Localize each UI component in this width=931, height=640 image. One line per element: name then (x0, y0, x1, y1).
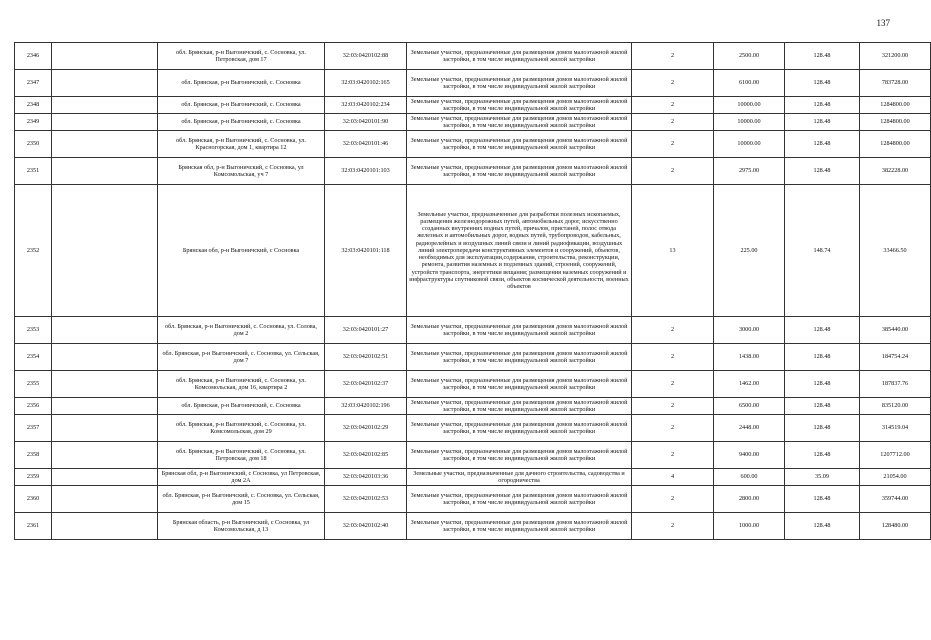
table-row (15, 317, 931, 344)
table-row (15, 43, 931, 70)
table-row (15, 70, 931, 97)
table-row (15, 442, 931, 469)
row-number: 2354 (15, 344, 52, 371)
specific-value-cell: 128.48 (785, 442, 860, 469)
cadastral-value-cell: 1207712.00 (860, 442, 931, 469)
area-cell: 3000.00 (714, 317, 785, 344)
area-cell: 1000.00 (714, 513, 785, 540)
cadastral-value-cell: 1284800.00 (860, 114, 931, 131)
area-cell: 6500.00 (714, 398, 785, 415)
land-use-cell: Земельные участки, предназначенные для размещения домов малоэтажной жилой застройки, в том числе индивидуальной жилой застройки (407, 344, 632, 371)
cadastral-value-cell: 359744.00 (860, 486, 931, 513)
land-use-cell: Земельные участки, предназначенные для размещения домов малоэтажной жилой застройки, в том числе индивидуальной жилой застройки (407, 131, 632, 158)
area-cell: 10000.00 (714, 131, 785, 158)
table-row (15, 513, 931, 540)
land-use-cell: Земельные участки, предназначенные для размещения домов малоэтажной жилой застройки, в том числе индивидуальной жилой застройки (407, 158, 632, 185)
table-row (15, 97, 931, 114)
cadastral-value-cell: 314519.04 (860, 415, 931, 442)
land-use-group-cell: 2 (632, 317, 714, 344)
area-cell: 10000.00 (714, 97, 785, 114)
area-cell: 1438.00 (714, 344, 785, 371)
specific-value-cell: 128.48 (785, 371, 860, 398)
land-use-cell: Земельные участки, предназначенные для размещения домов малоэтажной жилой застройки, в том числе индивидуальной жилой застройки (407, 97, 632, 114)
address-cell: обл. Брянская, р-н Выгоничский, с. Сосновка (158, 398, 325, 415)
table-row (15, 131, 931, 158)
address-cell: обл. Брянская, р-н Выгоничский, с. Сосновка, ул. Сельская, дом 15 (158, 486, 325, 513)
empty-cell (52, 486, 158, 513)
row-number: 2359 (15, 469, 52, 486)
empty-cell (52, 317, 158, 344)
empty-cell (52, 442, 158, 469)
land-use-group-cell: 13 (632, 185, 714, 317)
land-use-cell: Земельные участки, предназначенные для размещения домов малоэтажной жилой застройки, в том числе индивидуальной жилой застройки (407, 398, 632, 415)
cadastral-number-cell: 32:03:0420102:37 (325, 371, 407, 398)
specific-value-cell: 128.48 (785, 97, 860, 114)
specific-value-cell: 35.09 (785, 469, 860, 486)
cadastral-value-cell: 1284800.00 (860, 97, 931, 114)
address-cell: обл. Брянская, р-н Выгоничский, с. Сосновка, ул. Комсомольская, дом 16, квартира 2 (158, 371, 325, 398)
cadastral-number-cell: 32:03:0420101:46 (325, 131, 407, 158)
cadastral-number-cell: 32:03:0420102:85 (325, 442, 407, 469)
address-cell: Брянская обл, р-н Выгоничский, с Сосновка, ул Комсомольская, уч 7 (158, 158, 325, 185)
cadastral-number-cell: 32:03:0420101:90 (325, 114, 407, 131)
empty-cell (52, 415, 158, 442)
empty-cell (52, 131, 158, 158)
land-use-cell: Земельные участки, предназначенные для разработки полезных ископаемых, размещения железнодорожных путей, автомобильных дорог, искусственно созданных внутренних водных путей, причалов, пристаней, полос отвода железных и автомобильных дорог, водных путей, трубопроводов, кабельных, радиорелейных и воздушных линий связи и линий радиофикации, воздушных линий электропередачи конструктивных элементов и сооружений, объектов, необходимых для эксплуатации,содержания, строительства, реконструкции, ремонта, развития наземных и подземных зданий, строений, сооружений, устройств транспорта, энергетики вещания; размещения наземных сооружений и инфраструктуры спутниковой связи, объектов космической деятельности, военных объектов (407, 185, 632, 317)
cadastral-number-cell: 32:03:0420102:165 (325, 70, 407, 97)
empty-cell (52, 97, 158, 114)
address-cell: обл. Брянская, р-н Выгоничский, с. Сосновка (158, 70, 325, 97)
cadastral-number-cell: 32:03:0420102:234 (325, 97, 407, 114)
area-cell: 6100.00 (714, 70, 785, 97)
cadastral-number-cell: 32:03:0420102:40 (325, 513, 407, 540)
address-cell: обл. Брянская, р-н Выгоничский, с. Сосновка, ул. Солова, дом 2 (158, 317, 325, 344)
cadastral-value-cell: 835120.00 (860, 398, 931, 415)
address-cell: обл. Брянская, р-н Выгоничский, с. Сосновка (158, 114, 325, 131)
land-use-group-cell: 2 (632, 486, 714, 513)
land-use-group-cell: 2 (632, 442, 714, 469)
specific-value-cell: 128.48 (785, 415, 860, 442)
empty-cell (52, 185, 158, 317)
empty-cell (52, 344, 158, 371)
cadastral-number-cell: 32:03:0420101:27 (325, 317, 407, 344)
table-row (15, 185, 931, 317)
empty-cell (52, 398, 158, 415)
land-use-cell: Земельные участки, предназначенные для размещения домов малоэтажной жилой застройки, в том числе индивидуальной жилой застройки (407, 70, 632, 97)
row-number: 2349 (15, 114, 52, 131)
cadastral-value-cell: 382228.00 (860, 158, 931, 185)
specific-value-cell: 148.74 (785, 185, 860, 317)
cadastral-value-cell: 321200.00 (860, 43, 931, 70)
table-row (15, 158, 931, 185)
area-cell: 10000.00 (714, 114, 785, 131)
table-row (15, 486, 931, 513)
table-row (15, 371, 931, 398)
land-use-group-cell: 2 (632, 70, 714, 97)
specific-value-cell: 128.48 (785, 344, 860, 371)
land-use-group-cell: 2 (632, 344, 714, 371)
row-number: 2351 (15, 158, 52, 185)
address-cell: обл. Брянская, р-н Выгоничский, с. Сосновка, ул. Петровская, дом 17 (158, 43, 325, 70)
empty-cell (52, 371, 158, 398)
table-row (15, 398, 931, 415)
empty-cell (52, 43, 158, 70)
row-number: 2358 (15, 442, 52, 469)
row-number: 2352 (15, 185, 52, 317)
cadastral-number-cell: 32:03:0420102:53 (325, 486, 407, 513)
row-number: 2360 (15, 486, 52, 513)
cadastral-number-cell: 32:03:0420101:103 (325, 158, 407, 185)
land-use-cell: Земельные участки, предназначенные для размещения домов малоэтажной жилой застройки, в том числе индивидуальной жилой застройки (407, 43, 632, 70)
land-use-cell: Земельные участки, предназначенные для размещения домов малоэтажной жилой застройки, в том числе индивидуальной жилой застройки (407, 114, 632, 131)
cadastral-number-cell: 32:03:0420102:29 (325, 415, 407, 442)
specific-value-cell: 128.48 (785, 317, 860, 344)
land-use-cell: Земельные участки, предназначенные для размещения домов малоэтажной жилой застройки, в том числе индивидуальной жилой застройки (407, 486, 632, 513)
land-use-group-cell: 2 (632, 131, 714, 158)
cadastral-value-cell: 128480.00 (860, 513, 931, 540)
area-cell: 2975.00 (714, 158, 785, 185)
specific-value-cell: 128.48 (785, 486, 860, 513)
row-number: 2347 (15, 70, 52, 97)
empty-cell (52, 114, 158, 131)
area-cell: 9400.00 (714, 442, 785, 469)
row-number: 2346 (15, 43, 52, 70)
row-number: 2357 (15, 415, 52, 442)
cadastral-value-cell: 33466.50 (860, 185, 931, 317)
specific-value-cell: 128.48 (785, 43, 860, 70)
cadastral-number-cell: 32:03:0420101:118 (325, 185, 407, 317)
land-use-group-cell: 2 (632, 158, 714, 185)
address-cell: обл. Брянская, р-н Выгоничский, с. Сосновка, ул. Красногорская, дом 1, квартира 12 (158, 131, 325, 158)
land-use-cell: Земельные участки, предназначенные для размещения домов малоэтажной жилой застройки, в том числе индивидуальной жилой застройки (407, 442, 632, 469)
empty-cell (52, 70, 158, 97)
land-use-cell: Земельные участки, предназначенные для размещения домов малоэтажной жилой застройки, в том числе индивидуальной жилой застройки (407, 317, 632, 344)
cadastral-value-cell: 783728.00 (860, 70, 931, 97)
specific-value-cell: 128.48 (785, 513, 860, 540)
area-cell: 2800.00 (714, 486, 785, 513)
cadastral-number-cell: 32:03:0420102:88 (325, 43, 407, 70)
land-use-cell: Земельные участки, предназначенные для размещения домов малоэтажной жилой застройки, в том числе индивидуальной жилой застройки (407, 371, 632, 398)
cadastral-value-cell: 21054.00 (860, 469, 931, 486)
row-number: 2355 (15, 371, 52, 398)
empty-cell (52, 513, 158, 540)
specific-value-cell: 128.48 (785, 158, 860, 185)
land-use-group-cell: 4 (632, 469, 714, 486)
row-number: 2356 (15, 398, 52, 415)
address-cell: Брянская обл, р-н Выгоничский, с Сосновка (158, 185, 325, 317)
area-cell: 600.00 (714, 469, 785, 486)
address-cell: Брянская область, р-н Выгоничский, с Сосновка, ул Комсомольская, д 13 (158, 513, 325, 540)
address-cell: обл. Брянская, р-н Выгоничский, с. Сосновка, ул. Петровская, дом 18 (158, 442, 325, 469)
table-row (15, 344, 931, 371)
land-use-group-cell: 2 (632, 398, 714, 415)
empty-cell (52, 469, 158, 486)
table-row (15, 114, 931, 131)
address-cell: обл. Брянская, р-н Выгоничский, с. Сосновка, ул. Комсомольская, дом 29 (158, 415, 325, 442)
page-number: 137 (876, 18, 890, 28)
cadastral-value-cell: 1284800.00 (860, 131, 931, 158)
land-use-group-cell: 2 (632, 43, 714, 70)
address-cell: Брянская обл, р-н Выгоничский, с Сосновка, ул Петровская, дом 2А (158, 469, 325, 486)
cadastral-value-cell: 184754.24 (860, 344, 931, 371)
specific-value-cell: 128.48 (785, 114, 860, 131)
cadastral-value-cell: 385440.00 (860, 317, 931, 344)
area-cell: 2500.00 (714, 43, 785, 70)
land-registry-table (14, 42, 931, 540)
specific-value-cell: 128.48 (785, 131, 860, 158)
area-cell: 1462.00 (714, 371, 785, 398)
table-row (15, 415, 931, 442)
land-use-group-cell: 2 (632, 371, 714, 398)
empty-cell (52, 158, 158, 185)
cadastral-value-cell: 187837.76 (860, 371, 931, 398)
land-use-cell: Земельные участки, предназначенные для размещения домов малоэтажной жилой застройки, в том числе индивидуальной жилой застройки (407, 415, 632, 442)
land-use-cell: Земельные участки, предназначенные для дачного строительства, садоводства и огородничества (407, 469, 632, 486)
area-cell: 225.00 (714, 185, 785, 317)
land-use-cell: Земельные участки, предназначенные для размещения домов малоэтажной жилой застройки, в том числе индивидуальной жилой застройки (407, 513, 632, 540)
area-cell: 2448.00 (714, 415, 785, 442)
table-row (15, 469, 931, 486)
land-use-group-cell: 2 (632, 114, 714, 131)
land-use-group-cell: 2 (632, 97, 714, 114)
specific-value-cell: 128.48 (785, 70, 860, 97)
land-use-group-cell: 2 (632, 415, 714, 442)
row-number: 2348 (15, 97, 52, 114)
land-use-group-cell: 2 (632, 513, 714, 540)
cadastral-number-cell: 32:03:0420102:196 (325, 398, 407, 415)
row-number: 2350 (15, 131, 52, 158)
row-number: 2353 (15, 317, 52, 344)
address-cell: обл. Брянская, р-н Выгоничский, с. Сосновка (158, 97, 325, 114)
cadastral-number-cell: 32:03:0420103:36 (325, 469, 407, 486)
address-cell: обл. Брянская, р-н Выгоничский, с. Сосновка, ул. Сельская, дом 7 (158, 344, 325, 371)
specific-value-cell: 128.48 (785, 398, 860, 415)
table-body (15, 43, 931, 540)
cadastral-number-cell: 32:03:0420102:51 (325, 344, 407, 371)
row-number: 2361 (15, 513, 52, 540)
